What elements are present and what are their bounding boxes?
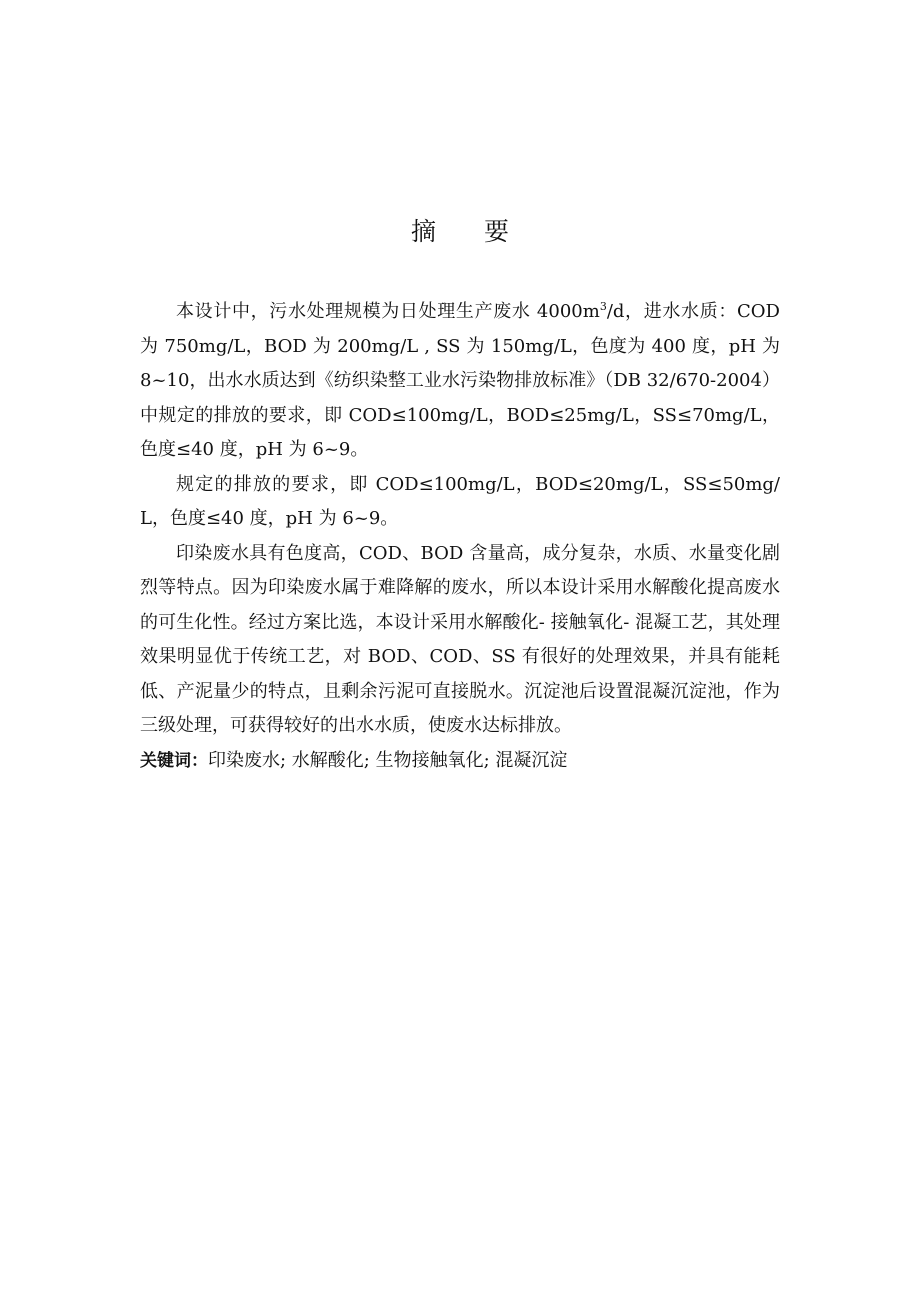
cubic-superscript: 3	[599, 300, 607, 313]
keywords-line	[140, 744, 780, 779]
abstract-paragraph-1	[140, 295, 780, 468]
paragraph-1-text-start: 本设计中，污水处理规模为日处理生产废水 4000m	[176, 301, 600, 322]
abstract-paragraph-2: 规定的排放的要求，即 COD≤100mg/L，BOD≤20mg/L，SS≤50mg/L，色度≤40 度，pH 为 6~9。	[140, 473, 780, 529]
paragraph-1-text-end: /d，进水水质：COD 为 750mg/L，BOD 为 200mg/L , SS 为 150mg/L，色度为 400 度，pH 为 8~10，出水水质达到《纺织染整工业水污染物排放标准》（DB 32/670-2004）中规定的排放的要求，即 COD≤100mg/L，BOD≤25mg/L，SS≤70mg/L，色度≤40 度，pH 为 6~9。	[140, 301, 780, 460]
keywords-text: 印染废水; 水解酸化; 生物接触氧化; 混凝沉淀	[208, 749, 568, 771]
page-title: 摘 要	[411, 217, 529, 246]
abstract-paragraph-3: 印染废水具有色度高，COD、BOD 含量高，成分复杂，水质、水量变化剧烈等特点。因为印染废水属于难降解的废水，所以本设计采用水解酸化提高废水的可生化性。经过方案比选，本设计采用水解酸化- 接触氧化- 混凝工艺，其处理效果明显优于传统工艺，对 BOD、COD、SS 有很好的处理效果，并具有能耗低、产泥量少的特点，且剩余污泥可直接脱水。沉淀池后设置混凝沉淀池，作为三级处理，可获得较好的出水水质，使废水达标排放。	[140, 542, 780, 736]
keywords-label: 关键词：	[140, 750, 208, 771]
abstract-body	[140, 295, 780, 778]
